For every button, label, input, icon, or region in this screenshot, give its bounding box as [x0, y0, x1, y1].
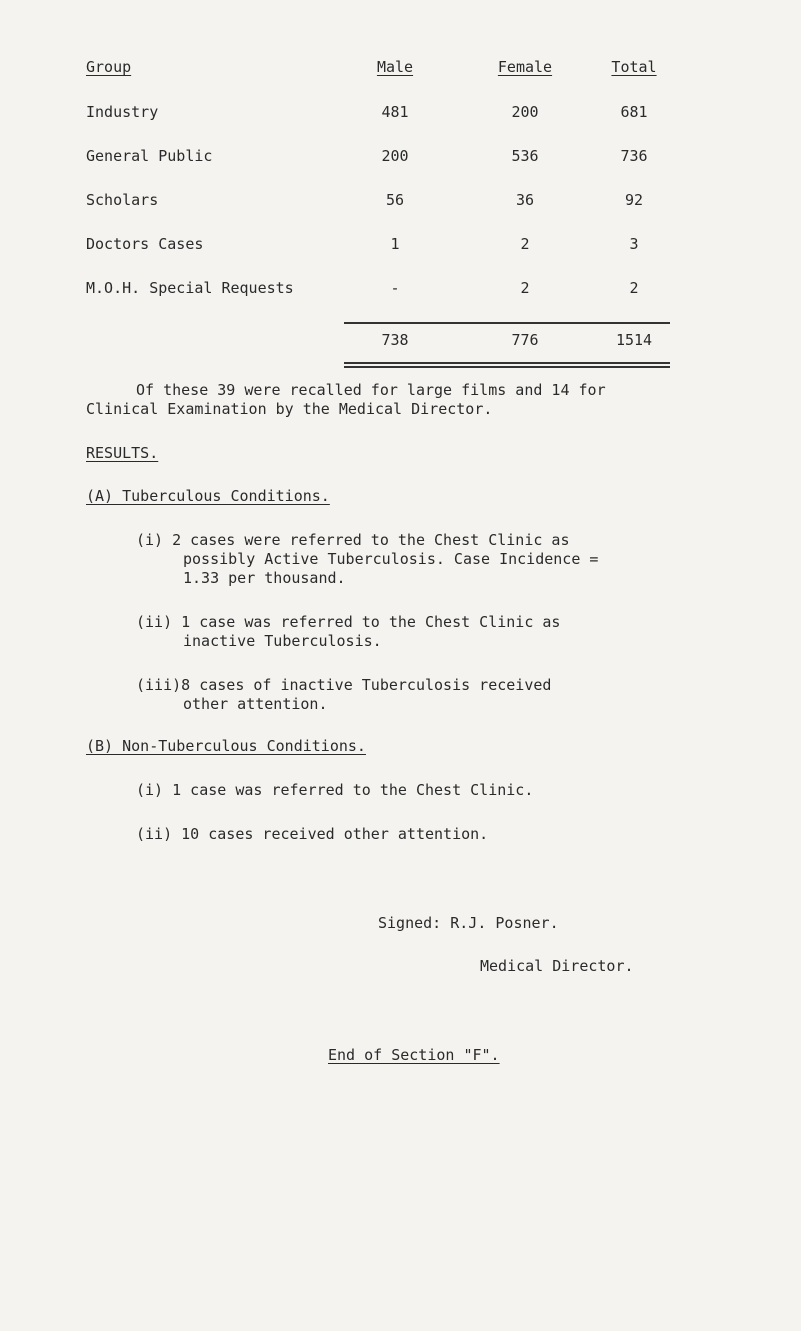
results-heading: RESULTS.	[86, 444, 159, 462]
header-male: Male	[376, 58, 414, 76]
section-a-heading: (A) Tuberculous Conditions.	[86, 487, 330, 505]
row-female: 36	[515, 191, 535, 209]
section-b-item: (ii) 10 cases received other attention.	[136, 825, 489, 843]
section-a-item: inactive Tuberculosis.	[183, 632, 382, 650]
intro-line: Clinical Examination by the Medical Director.	[86, 400, 493, 418]
totals-bottom-rule	[344, 362, 670, 364]
section-end-note: End of Section "F".	[328, 1046, 500, 1064]
row-group: M.O.H. Special Requests	[86, 279, 294, 297]
total-female: 776	[511, 331, 539, 349]
row-total: 2	[629, 279, 639, 297]
row-male: -	[390, 279, 400, 297]
section-a-item: (iii)8 cases of inactive Tuberculosis received	[136, 676, 552, 694]
row-female: 2	[520, 279, 530, 297]
header-female: Female	[497, 58, 553, 76]
row-male: 481	[381, 103, 409, 121]
row-group: Scholars	[86, 191, 159, 209]
section-a-item: (i) 2 cases were referred to the Chest Clinic as	[136, 531, 570, 549]
intro-line: Of these 39 were recalled for large films and 14 for	[136, 381, 606, 399]
signature-line: Signed: R.J. Posner.	[378, 914, 559, 932]
section-a-item: possibly Active Tuberculosis. Case Incidence =	[183, 550, 599, 568]
row-female: 200	[511, 103, 539, 121]
section-b-item: (i) 1 case was referred to the Chest Clinic.	[136, 781, 534, 799]
total-total: 1514	[615, 331, 653, 349]
row-male: 1	[390, 235, 400, 253]
row-female: 2	[520, 235, 530, 253]
header-group: Group	[86, 58, 132, 76]
row-total: 3	[629, 235, 639, 253]
section-a-item: 1.33 per thousand.	[183, 569, 346, 587]
row-female: 536	[511, 147, 539, 165]
row-total: 92	[624, 191, 644, 209]
section-a-item: (ii) 1 case was referred to the Chest Clinic as	[136, 613, 561, 631]
signature-title: Medical Director.	[480, 957, 634, 975]
row-group: Industry	[86, 103, 159, 121]
header-total: Total	[611, 58, 657, 76]
total-male: 738	[381, 331, 409, 349]
row-total: 736	[620, 147, 648, 165]
row-male: 200	[381, 147, 409, 165]
row-male: 56	[385, 191, 405, 209]
totals-double-rule	[344, 366, 670, 368]
row-group: General Public	[86, 147, 213, 165]
section-a-item: other attention.	[183, 695, 328, 713]
totals-top-rule	[344, 322, 670, 324]
row-group: Doctors Cases	[86, 235, 204, 253]
row-total: 681	[620, 103, 648, 121]
section-b-heading: (B) Non-Tuberculous Conditions.	[86, 737, 366, 755]
